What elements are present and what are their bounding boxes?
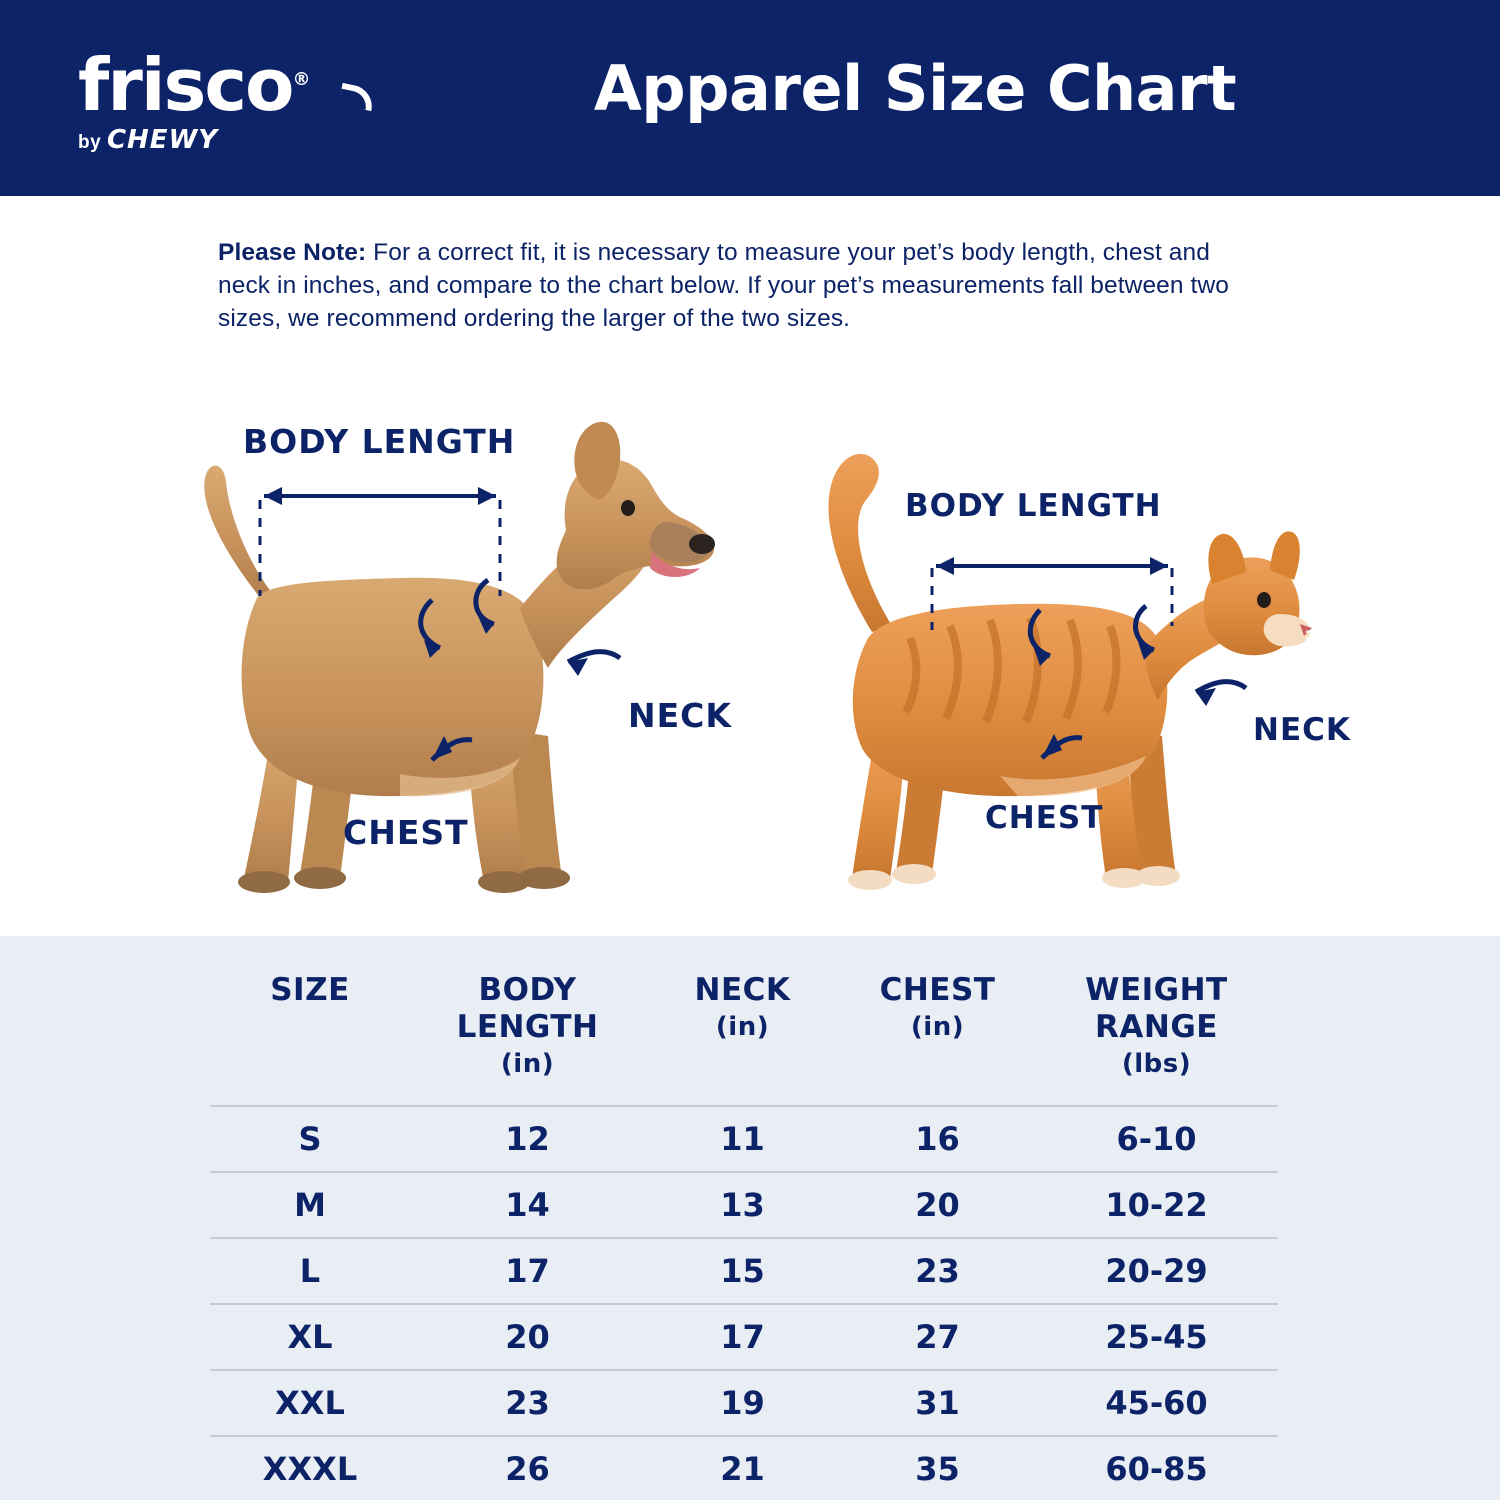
cell-size: M bbox=[210, 1172, 410, 1238]
cell-chest: 35 bbox=[840, 1436, 1035, 1500]
column-header-weight-range-unit: (lbs) bbox=[1121, 1049, 1192, 1079]
logo-wordmark bbox=[78, 42, 378, 127]
frisco-logo bbox=[78, 42, 378, 160]
cell-chest: 16 bbox=[840, 1106, 1035, 1172]
logo-byline-by: by bbox=[78, 132, 102, 153]
cell-weight-range: 20-29 bbox=[1035, 1238, 1278, 1304]
cell-size: L bbox=[210, 1238, 410, 1304]
column-header-neck-unit: (in) bbox=[715, 1012, 770, 1042]
column-header-chest-label: CHEST bbox=[879, 972, 996, 1008]
cell-size: XL bbox=[210, 1304, 410, 1370]
table-row bbox=[210, 1106, 1278, 1172]
column-header-body-length-unit: (in) bbox=[500, 1049, 555, 1079]
table-row bbox=[210, 1172, 1278, 1238]
cell-body-length: 26 bbox=[410, 1436, 645, 1500]
column-header-neck bbox=[645, 972, 840, 1106]
table-row bbox=[210, 1304, 1278, 1370]
column-header-size bbox=[210, 972, 410, 1106]
size-table bbox=[210, 972, 1278, 1500]
cell-weight-range: 45-60 bbox=[1035, 1370, 1278, 1436]
column-header-chest-unit: (in) bbox=[910, 1012, 965, 1042]
column-header-body-length bbox=[410, 972, 645, 1106]
cell-chest: 31 bbox=[840, 1370, 1035, 1436]
logo-wordmark-text: frisco bbox=[78, 43, 293, 127]
dog-neck-label: NECK bbox=[628, 696, 732, 735]
please-note-text: For a correct fit, it is necessary to measure your pet’s body length, chest and neck in inches, and compare to the chart below. If your pet’s measurements fall between two sizes, we recommend ordering the larger of the two sizes. bbox=[218, 239, 1229, 332]
cat-chest-label: CHEST bbox=[985, 800, 1104, 836]
cell-body-length: 20 bbox=[410, 1304, 645, 1370]
size-table-body bbox=[210, 1106, 1278, 1500]
cell-chest: 20 bbox=[840, 1172, 1035, 1238]
cell-neck: 21 bbox=[645, 1436, 840, 1500]
measurement-illustrations bbox=[0, 400, 1500, 940]
cell-body-length: 14 bbox=[410, 1172, 645, 1238]
size-table-panel bbox=[0, 936, 1500, 1500]
column-header-weight-range-label: WEIGHT RANGE bbox=[1085, 972, 1228, 1045]
pet-illustration-svg bbox=[0, 400, 1500, 940]
dog-chest-label: CHEST bbox=[343, 813, 469, 852]
cell-weight-range: 60-85 bbox=[1035, 1436, 1278, 1500]
column-header-body-length-label: BODY LENGTH bbox=[456, 972, 599, 1045]
column-header-size-label: SIZE bbox=[270, 972, 350, 1008]
cell-chest: 23 bbox=[840, 1238, 1035, 1304]
cell-body-length: 23 bbox=[410, 1370, 645, 1436]
logo-byline-chewy: CHEWY bbox=[106, 125, 219, 155]
cell-neck: 11 bbox=[645, 1106, 840, 1172]
cell-weight-range: 6-10 bbox=[1035, 1106, 1278, 1172]
table-row bbox=[210, 1436, 1278, 1500]
cell-neck: 15 bbox=[645, 1238, 840, 1304]
please-note-label: Please Note: bbox=[218, 239, 367, 266]
page-title: Apparel Size Chart bbox=[593, 52, 1237, 125]
cell-size: S bbox=[210, 1106, 410, 1172]
cell-neck: 13 bbox=[645, 1172, 840, 1238]
cell-body-length: 12 bbox=[410, 1106, 645, 1172]
column-header-neck-label: NECK bbox=[694, 972, 791, 1008]
registered-trademark-icon: ® bbox=[292, 69, 309, 90]
dog-body-length-label: BODY LENGTH bbox=[243, 422, 516, 461]
column-header-chest bbox=[840, 972, 1035, 1106]
size-table-head bbox=[210, 972, 1278, 1106]
cell-size: XXXL bbox=[210, 1436, 410, 1500]
cat-body-length-label: BODY LENGTH bbox=[905, 488, 1162, 524]
column-header-weight-range bbox=[1035, 972, 1278, 1106]
logo-byline bbox=[78, 125, 378, 155]
cell-size: XXL bbox=[210, 1370, 410, 1436]
cell-weight-range: 25-45 bbox=[1035, 1304, 1278, 1370]
table-row bbox=[210, 1238, 1278, 1304]
cell-neck: 17 bbox=[645, 1304, 840, 1370]
table-header-row bbox=[210, 972, 1278, 1106]
cell-chest: 27 bbox=[840, 1304, 1035, 1370]
cell-body-length: 17 bbox=[410, 1238, 645, 1304]
page-header bbox=[0, 0, 1500, 196]
cell-neck: 19 bbox=[645, 1370, 840, 1436]
cell-weight-range: 10-22 bbox=[1035, 1172, 1278, 1238]
table-row bbox=[210, 1370, 1278, 1436]
please-note-paragraph bbox=[218, 236, 1248, 335]
cat-neck-label: NECK bbox=[1253, 712, 1351, 748]
